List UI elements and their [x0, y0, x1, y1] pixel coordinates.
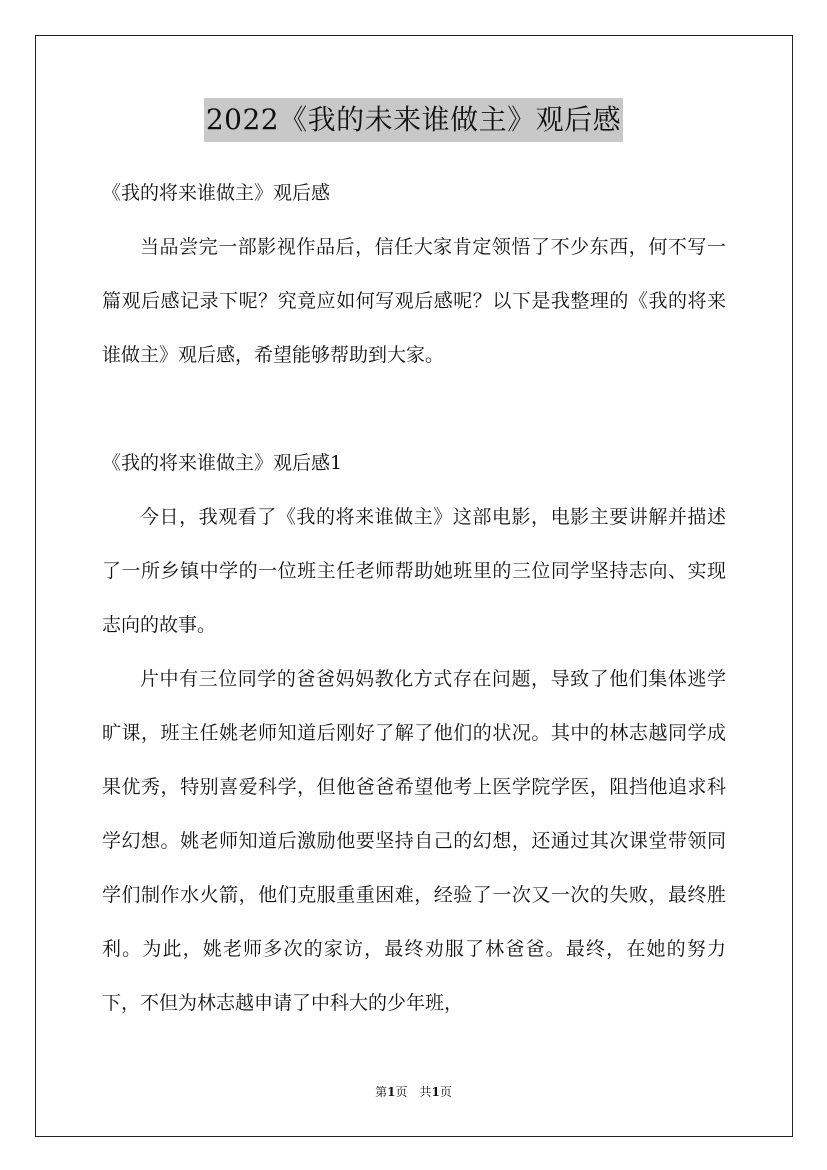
title-wrap	[0, 98, 827, 142]
body-paragraph-1: 今日，我观看了《我的将来谁做主》这部电影，电影主要讲解并描述了一所乡镇中学的一位班主任老师帮助她班里的三位同学坚持志向、实现志向的故事。	[102, 506, 726, 636]
document-subtitle: 《我的将来谁做主》观后感	[102, 182, 331, 204]
page-footer	[0, 1084, 827, 1100]
section-heading: 《我的将来谁做主》观后感1	[102, 452, 343, 474]
document-title: 2022《我的未来谁做主》观后感	[204, 98, 623, 142]
footer-page-number: 1	[387, 1085, 396, 1099]
body-paragraph-2: 片中有三位同学的爸爸妈妈教化方式存在问题，导致了他们集体逃学旷课，班主任姚老师知道后刚好了解了他们的状况。其中的林志越同学成果优秀，特别喜爱科学，但他爸爸希望他考上医学院学医，阻挡他追求科学幻想。姚老师知道后激励他要坚持自己的幻想，还通过其次课堂带领同学们制作水火箭，他们克服重重困难，经验了一次又一次的失败，最终胜利。为此，姚老师多次的家访，最终劝服了林爸爸。最终，在她的努力下，不但为林志越申请了中科大的少年班，	[102, 668, 726, 1014]
footer-label-3: 页	[439, 1085, 452, 1099]
intro-paragraph: 当品尝完一部影视作品后，信任大家肯定领悟了不少东西，何不写一篇观后感记录下呢？究竟应如何写观后感呢？以下是我整理的《我的将来谁做主》观后感，希望能够帮助到大家。	[102, 236, 726, 366]
footer-label-1: 第	[375, 1085, 388, 1099]
footer-page-total: 1	[431, 1085, 440, 1099]
footer-label-2: 页 共	[395, 1085, 432, 1099]
